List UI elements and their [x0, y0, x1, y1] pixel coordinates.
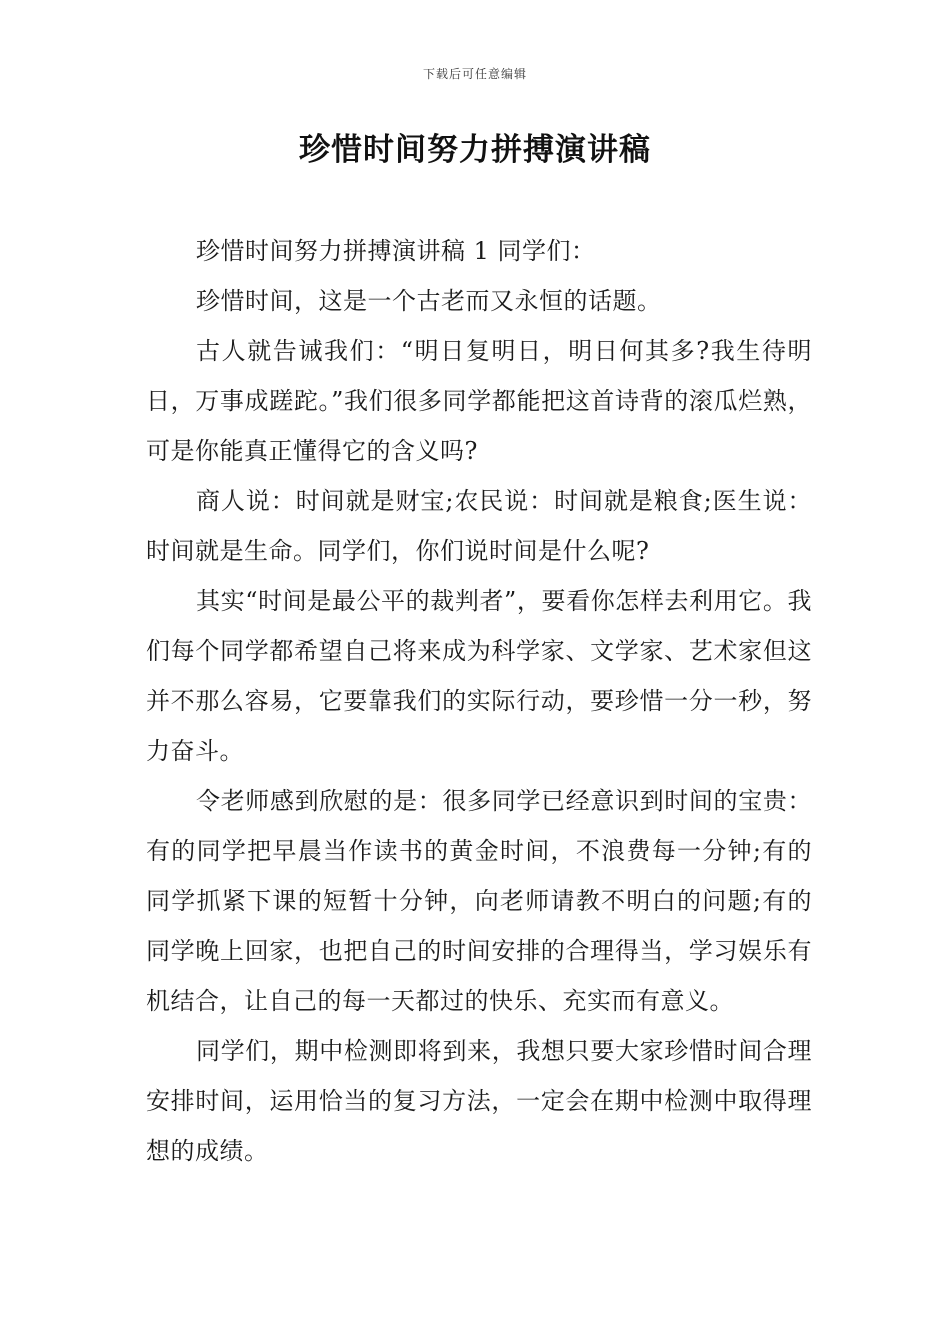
document-title: 珍惜时间努力拼搏演讲稿 [299, 132, 651, 168]
paragraph-greeting: 珍惜时间努力拼搏演讲稿 1 同学们： [196, 237, 596, 265]
paragraph-poem: 古人就告诫我们：“明日复明日，明日何其多?我生待明日，万事成蹉跎。”我们很多同学都能把这首诗背的滚瓜烂熟，可是你能真正懂得它的含义吗? [146, 337, 812, 465]
paragraph-fair-judge: 其实“时间是最公平的裁判者”，要看你怎样去利用它。我们每个同学都希望自己将来成为科学家、文学家、艺术家但这并不那么容易，它要靠我们的实际行动，要珍惜一分一秒，努力奋斗。 [146, 587, 812, 765]
paragraph-intro: 珍惜时间，这是一个古老而又永恒的话题。 [196, 287, 662, 315]
header-note: 下载后可任意编辑 [422, 67, 527, 81]
paragraph-sayings: 商人说：时间就是财宝;农民说：时间就是粮食;医生说：时间就是生命。同学们，你们说时间是什么呢? [146, 487, 812, 565]
document-body [146, 226, 812, 1176]
paragraph-exam: 同学们，期中检测即将到来，我想只要大家珍惜时间合理安排时间，运用恰当的复习方法，一定会在期中检测中取得理想的成绩。 [146, 1037, 812, 1165]
paragraph-teacher-pleased: 令老师感到欣慰的是：很多同学已经意识到时间的宝贵：有的同学把早晨当作读书的黄金时间，不浪费每一分钟;有的同学抓紧下课的短暂十分钟，向老师请教不明白的问题;有的同学晚上回家，也把自己的时间安排的合理得当，学习娱乐有机结合，让自己的每一天都过的快乐、充实而有意义。 [146, 787, 812, 1015]
